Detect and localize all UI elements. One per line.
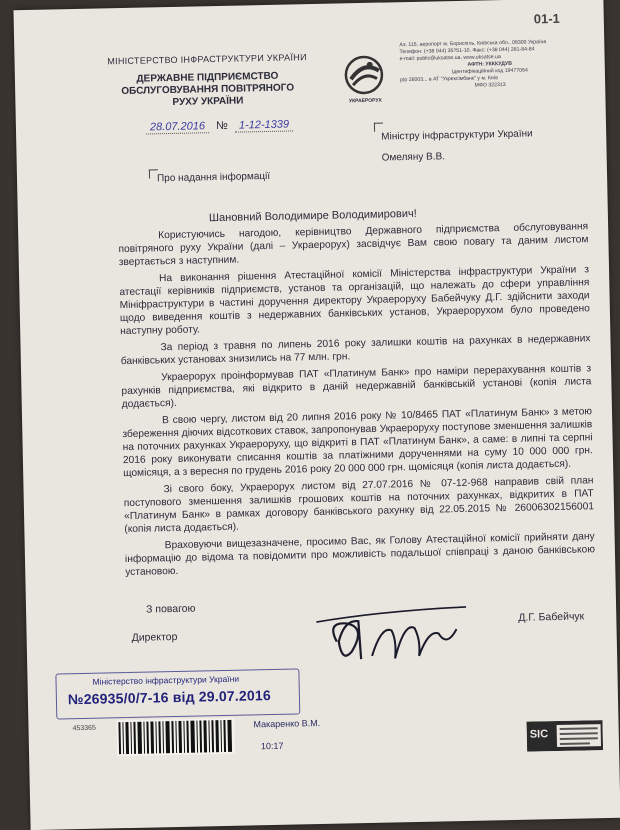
signer-title: Директор: [131, 630, 178, 644]
barcode-number: 453365: [72, 724, 96, 733]
uksatse-logo-icon: [342, 53, 385, 100]
corner-note: 01-1: [533, 10, 560, 27]
paragraph: На виконання рішення Атестаційної комісії Міністерства інфраструктури України з атестації керівників підприємств, установ та організацій, що належать до сфери управління Мініфраструктури в частині доручення директору Украероруху Бабейчуку Д.Г. здійснити заходи щодо виведення коштів з недержавних банківських установ, Украерорухом було проведено наступну роботу.: [119, 264, 590, 338]
letterhead-contacts: Аэ. 115, аеропорт м. Бориспіль, Київська обл., 08300 Україна Телефон: (+38 044) 35?51-10, Факс: (+38 044) 281-84-84 e-mail: public@uksatse.ua, www.uksatse.ua АФТН: УКККУДУВ Ідентифікаційний код 19477064 р/р 26003... в АТ "Укрексімбанк" у м. Київ МФО 322313: [399, 39, 547, 89]
ministry-name: МІНІСТЕРСТВО ІНФРАСТРУКТУРИ УКРАЇНИ: [107, 52, 307, 67]
addressee: [381, 123, 533, 168]
incoming-stamp-ministry: Міністерство інфраструктури України: [92, 673, 240, 687]
subject-line: Про надання інформації: [156, 170, 271, 185]
paragraph: За період з травня по липень 2016 року залишки коштів на рахунках в недержавних банківських установах знизились на 77 млн. грн.: [120, 333, 591, 368]
addressee-name: Омеляну В.В.: [381, 151, 446, 164]
letterhead-left: [74, 51, 340, 111]
registration-number-sign: №: [215, 119, 229, 133]
printer-logo-text: SIC: [529, 728, 549, 741]
paragraph: Украерорух проінформував ПАТ «Платинум Банк» про наміри перерахування коштів з рахунків підприємства, які відкрито в даній недержавній банківській установі (копія листа додається).: [121, 363, 592, 411]
paragraph: Зі свого боку, Украерорух листом від 27.07.2016 № 07-12-968 направив свій план поступового зменшення залишків грошових коштів на поточних рахунках, відкритих в ПАТ «Платинум Банк» в рамках договору банківського рахунку від 22.05.2015 № 26006302156001 (копія листа додається).: [123, 475, 595, 536]
registration-line: [146, 118, 293, 133]
registration-date: 28.07.2016: [146, 120, 209, 134]
incoming-stamp-number: №26935/0/7-16 від 29.07.2016: [67, 687, 272, 708]
closing: З повагою: [145, 602, 196, 616]
paragraph: Враховуючи вищезазначене, просимо Вас, як Голову Атестаційної комісії прийняти дану інформацію до відома та повідомити про можливість подальшої співпраці з даною банківською установою.: [124, 531, 596, 579]
greeting: Шановний Володимире Володимирович!: [208, 207, 417, 225]
paragraph: Користуючись нагодою, керівництво Державного підприємства обслуговування повітряного руху України (далі – Украерорух) засвідчує Вам свою повагу та даним листом звертається з наступним.: [118, 221, 589, 269]
addressee-title: Міністру інфраструктури України: [381, 128, 533, 143]
signer-name: Д.Г. Бабейчук: [518, 610, 585, 624]
letter-body: [118, 220, 595, 583]
executor-name: Макаренко В.М.: [253, 718, 321, 730]
signature-icon: [296, 599, 487, 673]
logo-caption: УКРАЕРОРУХ: [348, 97, 382, 105]
enterprise-name: ДЕРЖАВНЕ ПІДПРИЄМСТВО ОБСЛУГОВУВАННЯ ПОВІТРЯНОГО РУХУ УКРАЇНИ: [121, 70, 295, 108]
paragraph: В свою чергу, листом від 20 липня 2016 року № 10/8465 ПАТ «Платинум Банк» з метою збереження діючих відсоткових ставок, запропонував Украероруху поступове зменшення залишків на поточних рахунках Украероруху, що відкриті в ПАТ «Платинум Банк», а саме: в липні та серпні 2016 року виконувати списання коштів за платіжними дорученнями на суму 10 000 000 грн. щомісяця, а з вересня по грудень 2016 року 20 000 000 грн. щомісяця (копія листа додається).: [122, 406, 593, 480]
registration-number: 1-12-1339: [235, 118, 293, 132]
letter-page: [13, 0, 620, 830]
registration-time: 10:17: [260, 740, 284, 752]
barcode-icon: [116, 718, 235, 756]
